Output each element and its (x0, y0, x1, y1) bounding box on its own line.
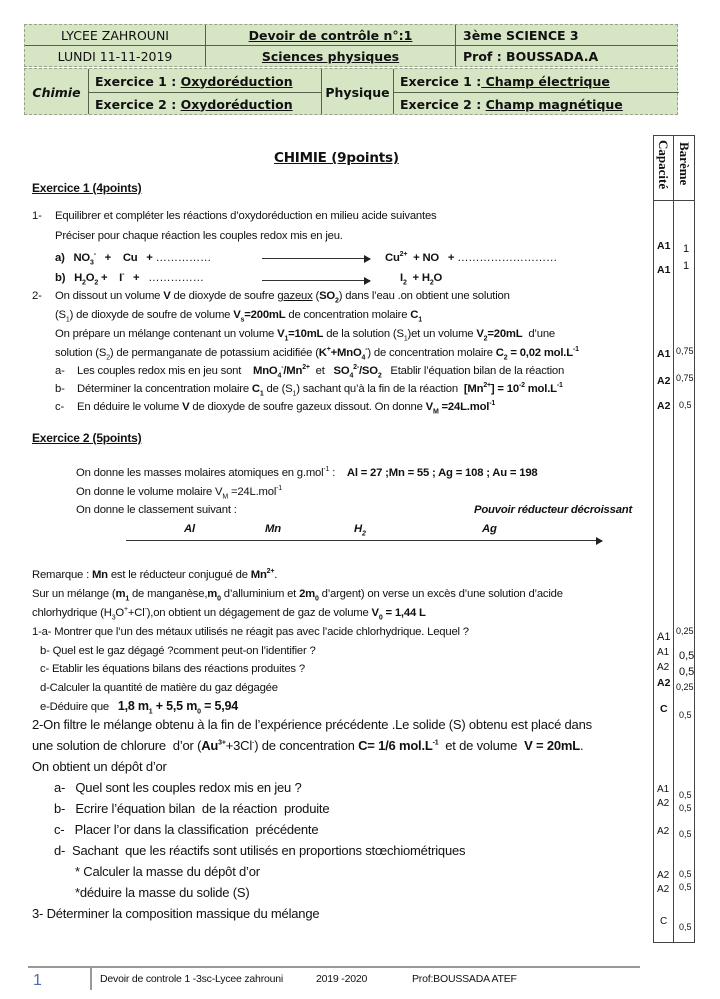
q1d-text: d-Calculer la quantité de matière du gaz dégagée (40, 682, 278, 694)
given-lead: On donne le volume molaire V (76, 486, 223, 498)
divider (393, 69, 394, 114)
points: 0,5 (679, 710, 692, 720)
scale-item-h2: $H_2$ (354, 523, 366, 538)
capacity-code: C (660, 703, 668, 715)
points: 1 (683, 243, 690, 255)
capacity-code: A1 (657, 784, 670, 795)
capacity-code: A2 (657, 798, 670, 809)
section-title: CHIMIE (9points) (274, 150, 399, 166)
q1e-lead: e-Déduire que (40, 701, 109, 713)
class-name: 3ème SCIENCE 3 (463, 27, 579, 43)
exercise-topic: Champ magnétique (485, 96, 623, 112)
q2-text-2: $(S_1)$ de dioxyde de soufre de volume $V_s=200mL$ de concentration molaire $C_1$ (55, 309, 422, 324)
capacite-header: Capacité (656, 140, 671, 190)
points: 0,5 (679, 882, 692, 892)
capacity-code: A2 (657, 870, 670, 881)
chimie-exercise-1 (95, 70, 293, 92)
reaction-arrow (262, 258, 370, 259)
molar-mass-values: Al = 27 ;Mn = 55 ; Ag = 108 ; Au = 198 (346, 467, 538, 479)
reaction-arrow (262, 280, 370, 281)
capacity-code: A2 (657, 884, 670, 895)
exercise-topic: Oxydoréduction (180, 96, 293, 112)
exam-date: LUNDI 11-11-2019 (57, 49, 173, 64)
exercise-1-title: Exercice 1 (4points) (32, 181, 142, 195)
points: 0,5 (679, 922, 692, 932)
given-classification: On donne le classement suivant : (76, 504, 237, 516)
capacity-code: A1 (657, 348, 671, 360)
q2-lead: On dissout un volume (55, 290, 161, 302)
q2a-number: a- (55, 365, 65, 377)
capacity-code: A2 (657, 677, 671, 689)
chimie-label: Chimie (32, 85, 81, 100)
q2a-lead: Les couples redox mis en jeu sont (77, 365, 242, 377)
bareme-header: Barème (677, 142, 692, 186)
q2-text-line1: 2-On filtre le mélange obtenu à la fin de l’expérience précédente .Le solide (S) obtenu est placé dans (32, 717, 592, 732)
scale-label: Pouvoir réducteur décroissant (474, 504, 633, 516)
exam-title: Devoir de contrôle n°:1 (248, 27, 413, 43)
q1e-text: e-Déduire que 1,8 $m_1 + 5,5$ $m_0 = 5,94$ (40, 699, 239, 716)
footer-doc: Devoir de controle 1 -3sc-Lycee zahrouni (100, 973, 284, 985)
points: 0,5 (679, 650, 695, 662)
exercise-topic: Champ électrique (481, 73, 610, 89)
prof-name: Prof : BOUSSADA.A (463, 49, 599, 64)
q2a-text: Les couples redox mis en jeu sont $MnO_4^-/Mn^{2+}$ et $SO_4^{2-}/SO_2$ Etablir l’équation bilan de la réaction (77, 364, 565, 380)
q2-text: On dissout un volume V de dioxyde de soufre gazeux $(SO_2)$ dans l’eau .on obtient une solution (55, 290, 510, 305)
problem-text-1: Sur un mélange ($m_1$ de $manganèse,m_0$ d’alluminium et $2m_0$ d’argent) on verse un excès d’une solution d’acide (32, 588, 563, 603)
points: 0,25 (676, 626, 694, 636)
physique-exercise-2 (400, 93, 623, 115)
header-exercises (24, 68, 678, 115)
exercise-prefix: Exercice 1 : (400, 73, 482, 89)
footer-separator (90, 968, 92, 990)
q2-number: 2- (32, 290, 42, 302)
q2a-end: Etablir l’équation bilan de la réaction (390, 365, 565, 377)
capacity-code: C (660, 916, 668, 927)
capacite-column (653, 135, 674, 943)
footer-year: 2019 -2020 (316, 973, 368, 985)
given-molar-masses: On donne les masses molaires atomiques en g.mol$^{-1}$ : Al = 27 ;Mn = 55 ; Ag = 108 ; Au = 198 (76, 466, 538, 479)
physique-label: Physique (325, 85, 390, 100)
points: 0,75 (676, 373, 694, 383)
q3-text: 3- Déterminer la composition massique du mélange (32, 906, 320, 921)
exercise-prefix: Exercice 2 : (95, 96, 181, 112)
problem-text-2: chlorhydrique $(H_3O^++Cl^-),on$ obtient un dégagement de gaz de volume $V_0 = 1,44$ L (32, 606, 426, 622)
page-number: 1 (33, 972, 42, 989)
q2c-text: c- Placer l’or dans la classification précédente (54, 822, 319, 837)
q1-text-2: Préciser pour chaque réaction les couples redox mis en jeu. (55, 230, 343, 242)
chimie-exercise-2 (95, 93, 293, 115)
school-name: LYCEE ZAHROUNI (61, 27, 169, 43)
q2b-text: b- Ecrire l’équation bilan de la réaction produite (54, 801, 330, 816)
points: 0,5 (679, 829, 692, 839)
capacity-code: A2 (657, 662, 670, 673)
capacity-code: A1 (657, 240, 671, 252)
exercise-prefix: Exercice 2 : (400, 96, 486, 112)
points: 0,5 (679, 869, 692, 879)
capacity-code: A1 (657, 647, 670, 658)
q2b-number: b- (55, 383, 65, 395)
footer-prof: Prof:BOUSSADA ATEF (412, 973, 517, 985)
classification-arrow (126, 540, 602, 541)
capacity-code: A1 (657, 631, 671, 643)
capacity-code: A2 (657, 826, 670, 837)
points: 0,75 (676, 346, 694, 356)
exercise-topic: Oxydoréduction (180, 73, 293, 89)
scale-item-al: Al (184, 523, 195, 535)
points: 0,5 (679, 803, 692, 813)
q2-text-4: solution $(S_2)$ de permanganate de potassium acidifiée (K++MnO$_4$-) de concentration molaire $C_2 = 0,02$ $mol.L^{-1}$ (55, 346, 579, 362)
q1-text: Equilibrer et compléter les réactions d’oxydoréduction en milieu acide suivantes (55, 210, 437, 222)
exercise-prefix: Exercice 1 : (95, 73, 181, 89)
points: 0,5 (679, 790, 692, 800)
q2-text-line2: une solution de chlorure d’or $(Au^{3+}+3Cl^-)$ de concentration C= 1/6 $mol.L^{-1}$ et de volume V = 20mL. (32, 738, 584, 753)
scale-item-h: H (354, 523, 362, 535)
given-lead: On donne les masses molaires atomiques en g.mol (76, 467, 324, 479)
q2d2-text: *déduire la masse du solide (S) (75, 885, 250, 900)
q2b-lead: Déterminer la concentration molaire (77, 383, 249, 395)
divider (455, 25, 456, 66)
exercise-2-title: Exercice 2 (5points) (32, 431, 142, 445)
given-molar-volume: On donne le volume molaire $V_M =24L.mol^{-1}$ (76, 485, 282, 501)
q1b-text: b- Quel est le gaz dégagé ?comment peut-on l’identifier ? (40, 645, 316, 657)
points: 0,5 (679, 400, 692, 410)
physique-exercise-1 (400, 70, 610, 92)
footer-divider (28, 966, 640, 968)
q1-number: 1- (32, 210, 42, 222)
q2c-text: En déduire le volume V de dioxyde de soufre gazeux dissout. On donne $V_M =24L.mol^{-1}$ (77, 400, 496, 416)
reaction-b-reactants: b) $H_2O_2$ + I- + …………… (55, 271, 204, 287)
scale-item-ag: Ag (482, 523, 497, 535)
q2-text-line3: On obtient un dépôt d’or (32, 759, 167, 774)
q2d-text: d- Sachant que les réactifs sont utilisés en proportions stœchiométriques (54, 843, 466, 858)
header-top (24, 24, 678, 67)
reaction-a-reactants: a) $NO_3^-$ + Cu + …………… (55, 251, 212, 267)
capacity-code: A2 (657, 375, 671, 387)
remark: Remarque : Mn est le réducteur conjugué de $Mn^{2+}$. (32, 568, 278, 581)
reaction-a-products: $Cu^{2+}$ + NO + ……………………… (385, 251, 558, 264)
q2c-lead: En déduire le volume (77, 401, 180, 413)
capacity-code: A1 (657, 264, 671, 276)
divider (88, 69, 89, 114)
q2d1-text: * Calculer la masse du dépôt d’or (75, 864, 260, 879)
q1a-text: 1-a- Montrer que l’un des métaux utilisés ne réagit pas avec l’acide chlorhydrique. Lequel ? (32, 626, 469, 638)
q2a-text: a- Quel sont les couples redox mis en jeu ? (54, 780, 302, 795)
header-divider (653, 200, 695, 201)
q2c-number: c- (55, 401, 65, 413)
points: 1 (683, 260, 690, 272)
q2b-text: Déterminer la concentration molaire $C_1$ de $(S_1)$ sachant qu’à la fin de la réaction $[Mn^{2+}] = 10^{-2}$ $mol.L^{-1}$ (77, 382, 563, 398)
reaction-b-products: $I_2 + H_2O$ (400, 272, 443, 287)
points: 0,25 (676, 682, 694, 692)
scale-item-mn: Mn (265, 523, 281, 535)
exam-subject: Sciences physiques (261, 49, 400, 64)
points: 0,5 (679, 666, 695, 678)
bareme-column (673, 135, 695, 943)
capacity-code: A2 (657, 400, 671, 412)
q2-text-3: On prépare un mélange contenant un volume $V_1=10mL$ de la solution $(S_1)et$ un volume $V_2=20mL$ d’une (55, 328, 555, 343)
q1c-text: c- Etablir les équations bilans des réactions produites ? (40, 663, 305, 675)
